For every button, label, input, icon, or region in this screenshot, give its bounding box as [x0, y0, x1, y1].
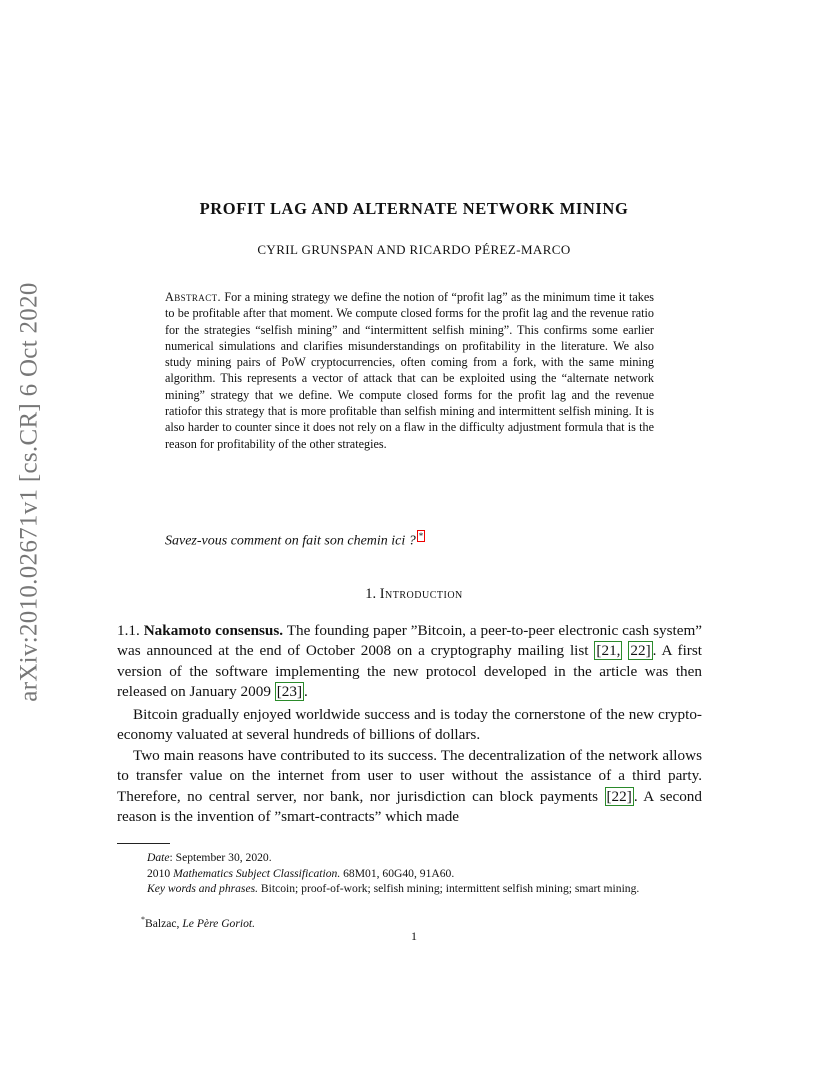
citation-link-21[interactable]: [21,	[596, 642, 621, 660]
epigraph	[165, 531, 425, 550]
arxiv-sidebar	[12, 281, 48, 702]
paper-title: PROFIT LAG AND ALTERNATE NETWORK MINING	[199, 199, 629, 218]
footnote-star: *	[141, 915, 145, 924]
epigraph-text: Savez-vous comment on fait son chemin ici ?	[165, 533, 416, 549]
footnote-text: Bitcoin; proof-of-work; selfish mining; intermittent selfish mining; smart mining.	[258, 882, 640, 895]
citation-link-22b[interactable]: [22]	[606, 787, 632, 805]
footnote-text: : September 30, 2020.	[169, 851, 272, 864]
footnote-rule	[117, 843, 170, 844]
footnote-keywords	[117, 881, 702, 896]
abstract	[165, 289, 654, 452]
paragraph-text: Bitcoin gradually enjoyed worldwide success and is today the cornerstone of the new crypto-economy valuated at several hundreds of billions of dollars.	[117, 706, 702, 744]
paragraph-text: . A second reason is the invention of ”smart-contracts” which made	[117, 787, 702, 825]
paragraph-text: . A first version of the software implementing the new protocol developed in the article was then released on January 2009	[117, 642, 702, 700]
citation-link-23[interactable]: [23]	[276, 682, 303, 700]
paragraph-text: .	[304, 682, 308, 700]
paragraph-text: Two main reasons have contributed to its success. The decentralization of the network allows to transfer value on the internet from user to user without the assistance of a third party. Therefore, no central server, nor bank, nor jurisdiction can block payments	[117, 747, 702, 805]
abstract-label: Abstract.	[165, 290, 221, 304]
footnote-text: Balzac,	[145, 916, 183, 930]
paragraph-text: The founding paper ”Bitcoin, a peer-to-peer electronic cash system” was announced at the end of October 2008 on a cryptography mailing list	[117, 622, 702, 660]
section-heading	[0, 586, 828, 603]
footnote-marker-link[interactable]: *	[418, 531, 424, 541]
footnote-text: 2010	[147, 867, 174, 880]
subsection-number: 1.1.	[117, 622, 140, 639]
footnote-label: Le Père Goriot.	[182, 916, 256, 930]
paper-authors: CYRIL GRUNSPAN AND RICARDO PÉREZ-MARCO	[257, 242, 571, 257]
abstract-text: For a mining strategy we define the notion of “profit lag” as the minimum time it takes to be profitable after that moment. We compute closed forms for the profit lag and the revenue ratio for the strategies “selfish mining” and “intermittent selfish mining”. This confirms some earlier numerical simulations and clarifies misunderstandings on profitability in the literature. We also study mining pairs of PoW cryptocurrencies, often coming from a fork, with the same mining algorithm. This represents a vector of attack that can be exploited using the “alternate network mining” strategy that we define. We compute closed forms for the profit lag and the revenue ratiofor this strategy that is more profitable than selfish mining and intermittent selfish mining. It is also harder to counter since it does not rely on a flaw in the difficulty adjustment formula that is the reason for profitability of the other strategies.	[165, 290, 654, 451]
intro-paragraph-1	[117, 621, 702, 702]
footnote-label: Mathematics Subject Classification.	[173, 867, 341, 880]
footnote-text: 68M01, 60G40, 91A60.	[340, 867, 455, 880]
section-title: Introduction	[379, 586, 463, 602]
subsection-heading: Nakamoto consensus.	[143, 622, 284, 639]
footnote-msc	[117, 866, 702, 881]
footnote-date	[117, 850, 702, 865]
footnote-label: Date	[147, 851, 170, 864]
page-number: 1	[411, 929, 417, 943]
footnote-label: Key words and phrases.	[147, 882, 259, 895]
intro-paragraph-2	[117, 705, 702, 746]
arxiv-identifier: arXiv:2010.02671v1 [cs.CR] 6 Oct 2020	[16, 281, 44, 702]
intro-paragraph-3	[117, 746, 702, 827]
citation-link-22[interactable]: 22]	[630, 642, 651, 660]
section-number: 1.	[365, 586, 377, 602]
